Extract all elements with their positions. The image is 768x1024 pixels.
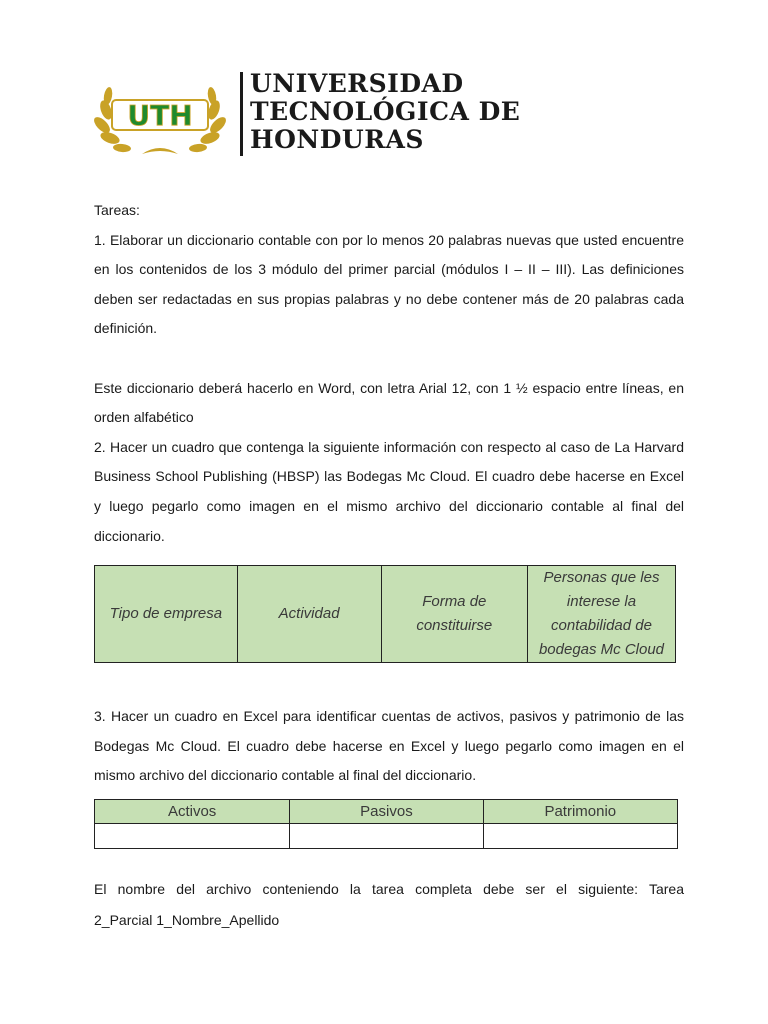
- table2-header-cell: Activos: [95, 800, 290, 824]
- task-2-text: 2. Hacer un cuadro que contenga la siguiente información con respecto al caso de La Harvard Business School Publishing (HBSP) las Bodegas Mc Cloud. El cuadro debe hacerse en Excel y luego pegarlo como imagen en el mismo archivo del diccionario contable al final del diccionario.: [94, 438, 684, 544]
- closing-line-1: El nombre del archivo conteniendo la tarea completa debe ser el siguiente: Tarea: [94, 881, 684, 897]
- assignment-text: [94, 196, 684, 551]
- table2-empty-cell: [483, 824, 677, 849]
- company-info-table: [94, 565, 676, 663]
- table2-empty-cell: [290, 824, 483, 849]
- university-name-line: UNIVERSIDAD: [250, 69, 464, 98]
- logo-text: UTH: [127, 99, 193, 132]
- table1-header-cell: Personas que les interese la contabilidad de bodegas Mc Cloud: [528, 566, 676, 663]
- tasks-heading: Tareas:: [94, 202, 140, 218]
- table2-empty-cell: [95, 824, 290, 849]
- closing-line-2: 2_Parcial 1_Nombre_Apellido: [94, 912, 280, 928]
- format-note: Este diccionario deberá hacerlo en Word, con letra Arial 12, con 1 ½ espacio entre líneas, en orden alfabético: [94, 379, 684, 426]
- university-name-line: TECNOLÓGICA DE: [250, 97, 521, 126]
- task-1-text: 1. Elaborar un diccionario contable con por lo menos 20 palabras nuevas que usted encuentre en los contenidos de los 3 módulo del primer parcial (módulos I – II – III). Las definiciones deben ser redactadas en sus propias palabras y no debe contener más de 20 palabras cada definición.: [94, 231, 684, 337]
- university-name: [250, 70, 520, 154]
- logo-divider: [240, 72, 243, 156]
- accounts-table: [94, 799, 678, 849]
- table1-header-cell: Forma de constituirse: [381, 566, 527, 663]
- file-name-instruction: [94, 874, 684, 936]
- laurel-emblem-icon: [92, 70, 228, 158]
- table1-header-cell: Actividad: [237, 566, 381, 663]
- table2-header-cell: Pasivos: [290, 800, 483, 824]
- table2-header-cell: Patrimonio: [483, 800, 677, 824]
- task-3-block: [94, 702, 684, 791]
- table1-header-cell: Tipo de empresa: [95, 566, 238, 663]
- task-3-text: 3. Hacer un cuadro en Excel para identificar cuentas de activos, pasivos y patrimonio de las Bodegas Mc Cloud. El cuadro debe hacerse en Excel y luego pegarlo como imagen en el mismo archivo del diccionario contable al final del diccionario.: [94, 708, 684, 784]
- university-name-line: HONDURAS: [250, 125, 424, 154]
- university-logo: [92, 69, 521, 160]
